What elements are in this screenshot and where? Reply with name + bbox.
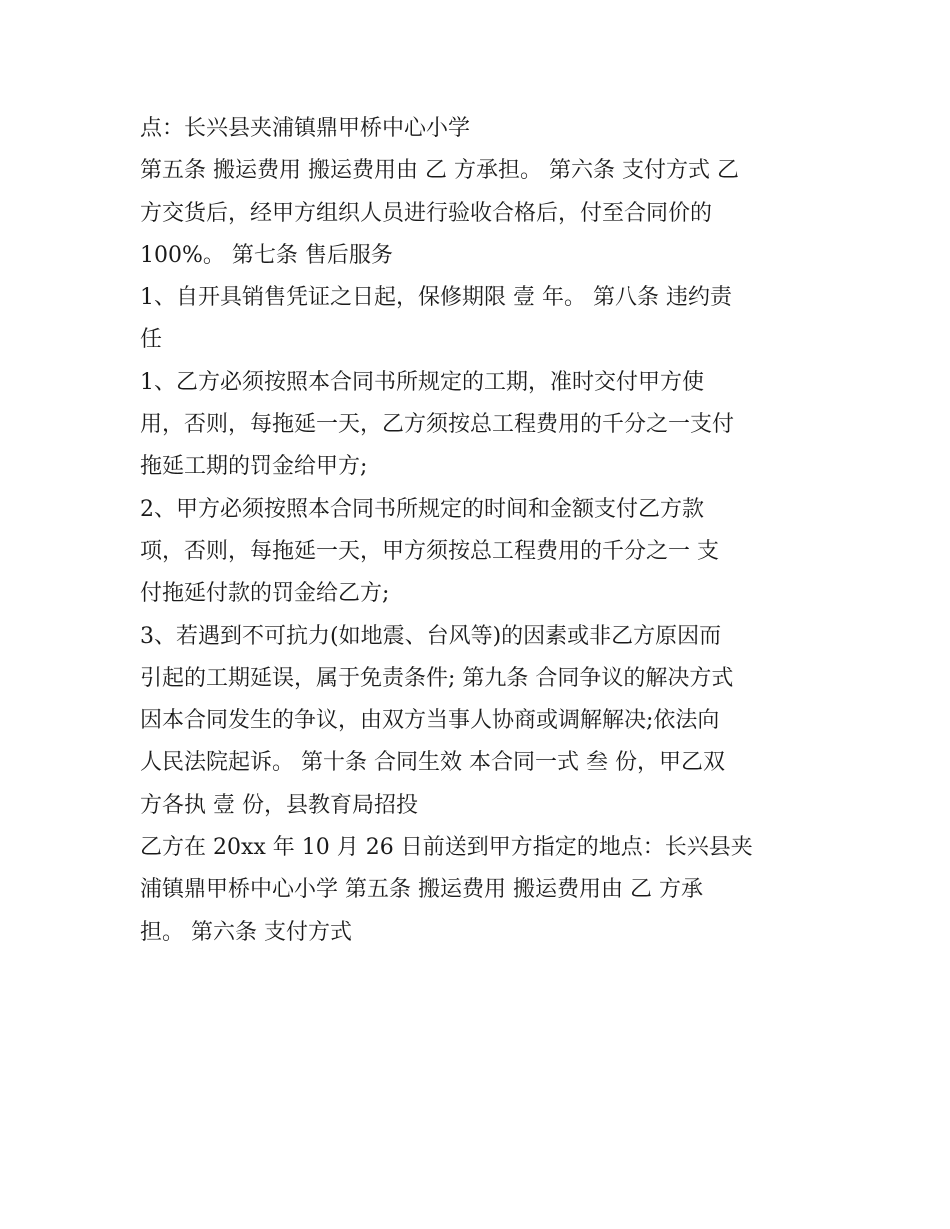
text-line: 第五条 搬运费用 搬运费用由 乙 方承担。 第六条 支付方式 乙 <box>140 158 739 184</box>
text-line: 担。 第六条 支付方式 <box>140 919 352 945</box>
text-line: 2、甲方必须按照本合同书所规定的时间和金额支付乙方款 <box>140 496 704 522</box>
text-line: 因本合同发生的争议，由双方当事人协商或调解解决;依法向 <box>140 708 720 734</box>
text-line: 1、乙方必须按照本合同书所规定的工期，准时交付甲方使 <box>140 369 704 395</box>
text-line: 1、自开具销售凭证之日起，保修期限 壹 年。 第八条 违约责 <box>140 285 732 311</box>
text-line: 点：长兴县夹浦镇鼎甲桥中心小学 <box>140 116 471 141</box>
text-line: 方各执 壹 份，县教育局招投 <box>140 792 418 818</box>
text-line: 浦镇鼎甲桥中心小学 第五条 搬运费用 搬运费用由 乙 方承 <box>140 877 703 903</box>
text-line: 拖延工期的罚金给甲方; <box>140 454 368 480</box>
text-line: 人民法院起诉。 第十条 合同生效 本合同一式 叁 份，甲乙双 <box>140 750 725 776</box>
text-line: 用，否则，每拖延一天，乙方须按总工程费用的千分之一支付 <box>140 412 735 438</box>
text-line: 3、若遇到不可抗力(如地震、台风等)的因素或非乙方原因而 <box>140 623 722 649</box>
contract-text <box>140 108 830 954</box>
text-line: 任 <box>140 327 163 353</box>
text-line: 乙方在 20xx 年 10 月 26 日前送到甲方指定的地点：长兴县夹 <box>140 835 753 861</box>
text-line: 付拖延付款的罚金给乙方; <box>140 581 390 607</box>
text-line: 100%。 第七条 售后服务 <box>140 242 393 268</box>
text-line: 项，否则，每拖延一天，甲方须按总工程费用的千分之一 支 <box>140 538 719 564</box>
text-line: 引起的工期延误，属于免责条件; 第九条 合同争议的解决方式 <box>140 665 734 691</box>
text-line: 方交货后，经甲方组织人员进行验收合格后，付至合同价的 <box>140 200 713 226</box>
